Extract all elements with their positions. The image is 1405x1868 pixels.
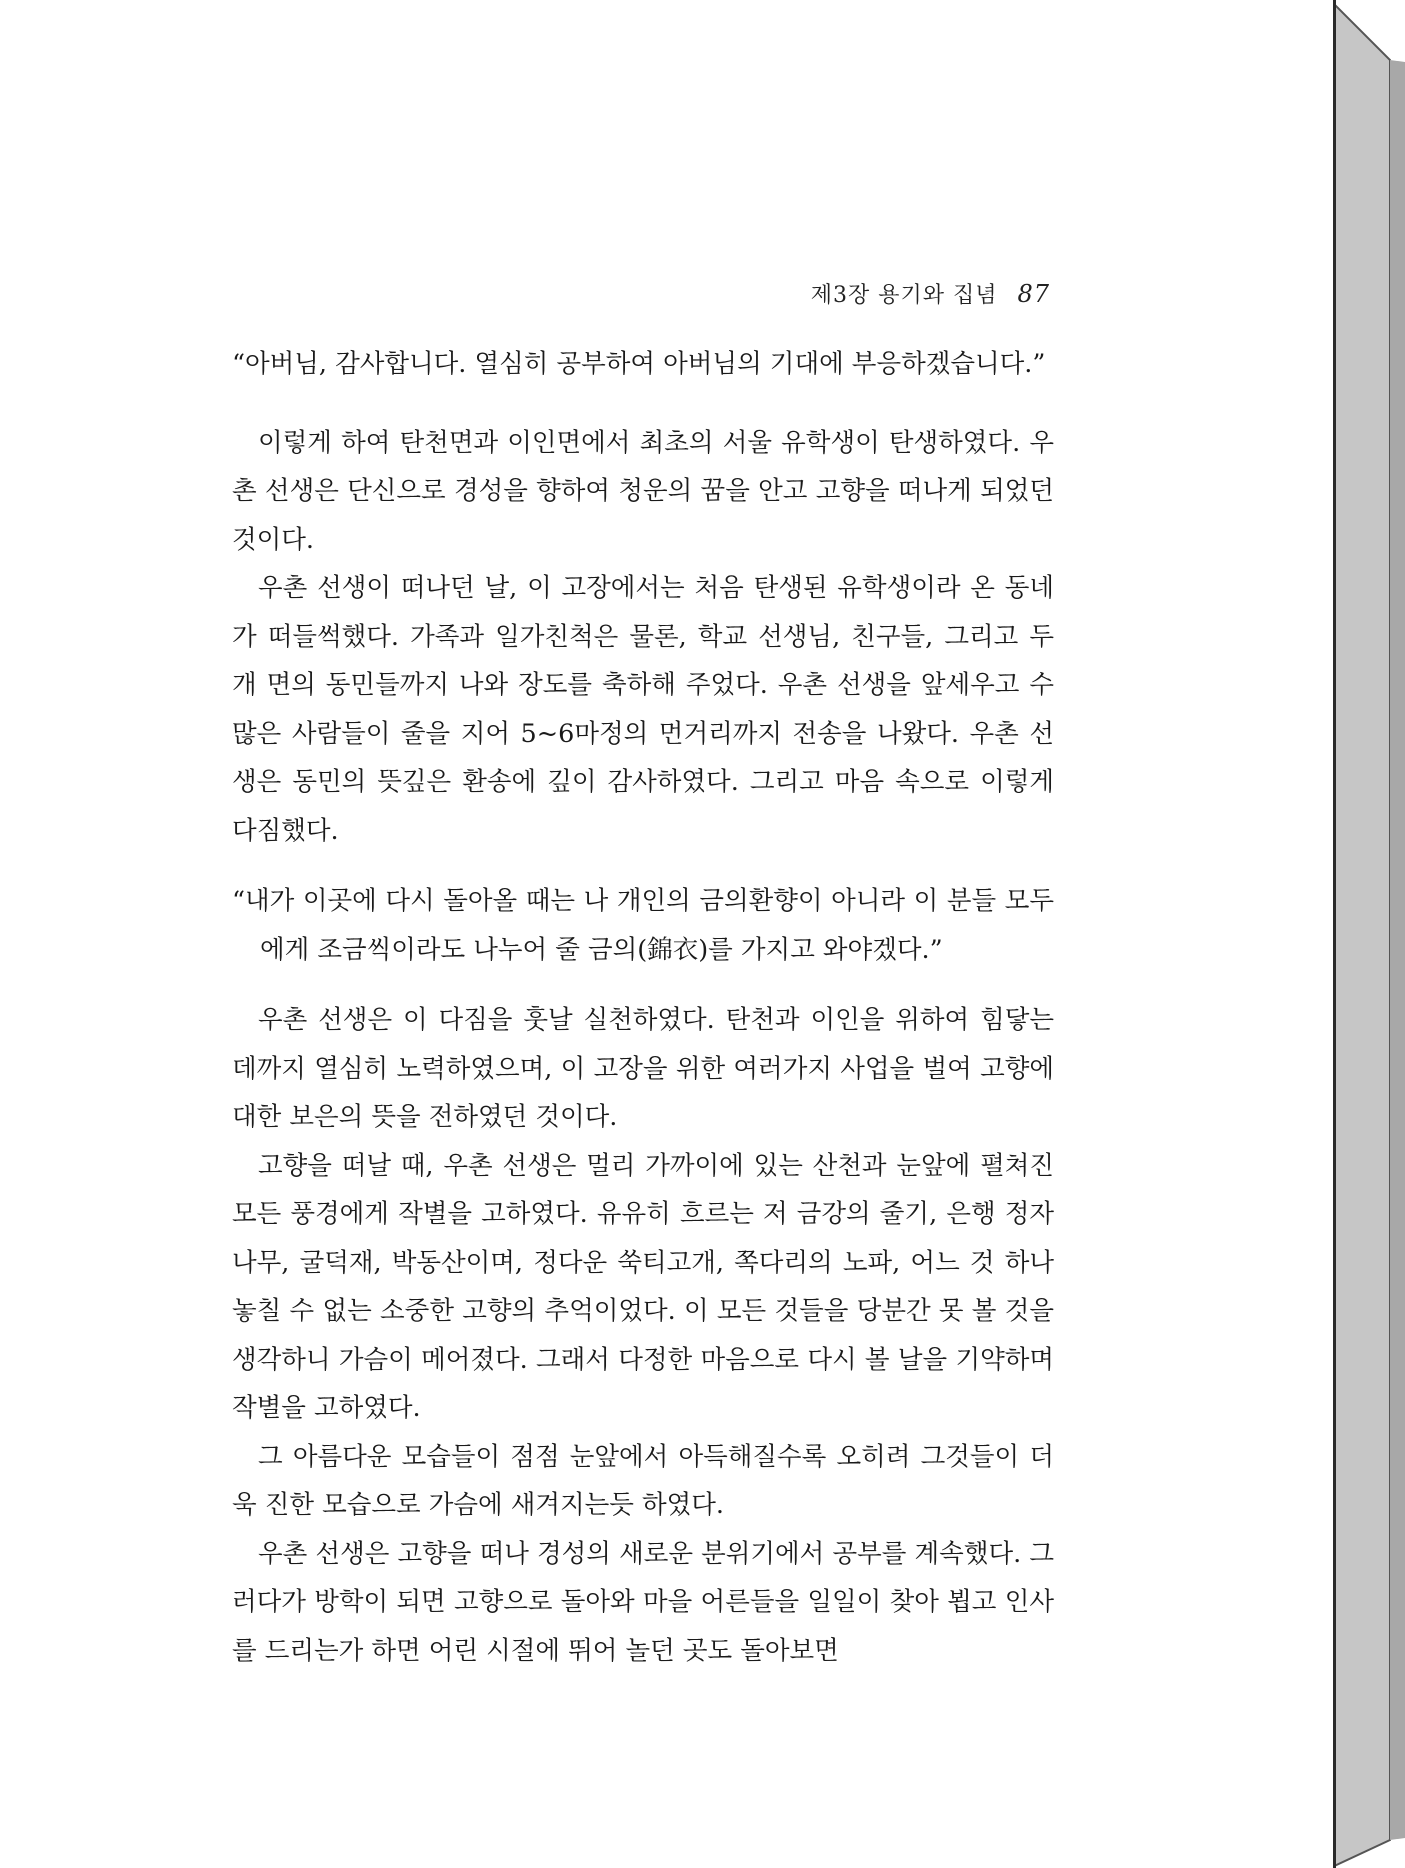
paragraph: 이렇게 하여 탄천면과 이인면에서 최초의 서울 유학생이 탄생하였다. 우촌 선생은 단신으로 경성을 향하여 청운의 꿈을 안고 고향을 떠나게 되었던 것이다. bbox=[232, 427, 1054, 555]
page-number: 87 bbox=[1017, 280, 1050, 308]
running-header bbox=[560, 278, 1050, 309]
paragraph: 고향을 떠날 때, 우촌 선생은 멀리 가까이에 있는 산천과 눈앞에 펼쳐진 모든 풍경에게 작별을 고하였다. 유유히 흐르는 저 금강의 줄기, 은행 정자나무, 굴덕재, 박동산이며, 정다운 쑥티고개, 쪽다리의 노파, 어느 것 하나 놓칠 수 없는 소중한 고향의 추억이었다. 이 모든 것들을 당분간 못 볼 것을 생각하니 가슴이 메어졌다. 그래서 다정한 마음으로 다시 볼 날을 기약하며 작별을 고하였다. bbox=[232, 1150, 1054, 1423]
paragraph: 그 아름다운 모습들이 점점 눈앞에서 아득해질수록 오히려 그것들이 더욱 진한 모습으로 가슴에 새겨지는듯 하였다. bbox=[232, 1441, 1054, 1520]
quote-resolution: “내가 이곳에 다시 돌아올 때는 나 개인의 금의환향이 아니라 이 분들 모두에게 조금씩이라도 나누어 줄 금의(錦衣)를 가지고 와야겠다.” bbox=[232, 886, 1054, 965]
quote-father: “아버님, 감사합니다. 열심히 공부하여 아버님의 기대에 부응하겠습니다.” bbox=[232, 349, 1046, 379]
paragraph: 우촌 선생은 이 다짐을 훗날 실천하였다. 탄천과 이인을 위하여 힘닿는 데까지 열심히 노력하였으며, 이 고장을 위한 여러가지 사업을 벌여 고향에 대한 보은의 뜻을 전하였던 것이다. bbox=[232, 1005, 1054, 1132]
chapter-title: 제3장 용기와 집념 bbox=[810, 283, 998, 308]
paragraph: 우촌 선생이 떠나던 날, 이 고장에서는 처음 탄생된 유학생이라 온 동네가 떠들썩했다. 가족과 일가친척은 물론, 학교 선생님, 친구들, 그리고 두 개 면의 동민들까지 나와 장도를 축하해 주었다. 우촌 선생을 앞세우고 수많은 사람들이 줄을 지어 5~6마정의 먼거리까지 전송을 나왔다. 우촌 선생은 동민의 뜻깊은 환송에 깊이 감사하였다. 그리고 마음 속으로 이렇게 다짐했다. bbox=[232, 573, 1054, 846]
paragraph: 우촌 선생은 고향을 떠나 경성의 새로운 분위기에서 공부를 계속했다. 그러다가 방학이 되면 고향으로 돌아와 마을 어른들을 일일이 찾아 뵙고 인사를 드리는가 하면 어린 시절에 뛰어 놀던 곳도 돌아보면 bbox=[232, 1538, 1054, 1666]
book-page-edge bbox=[1330, 0, 1405, 1868]
body-text bbox=[232, 340, 1054, 1675]
